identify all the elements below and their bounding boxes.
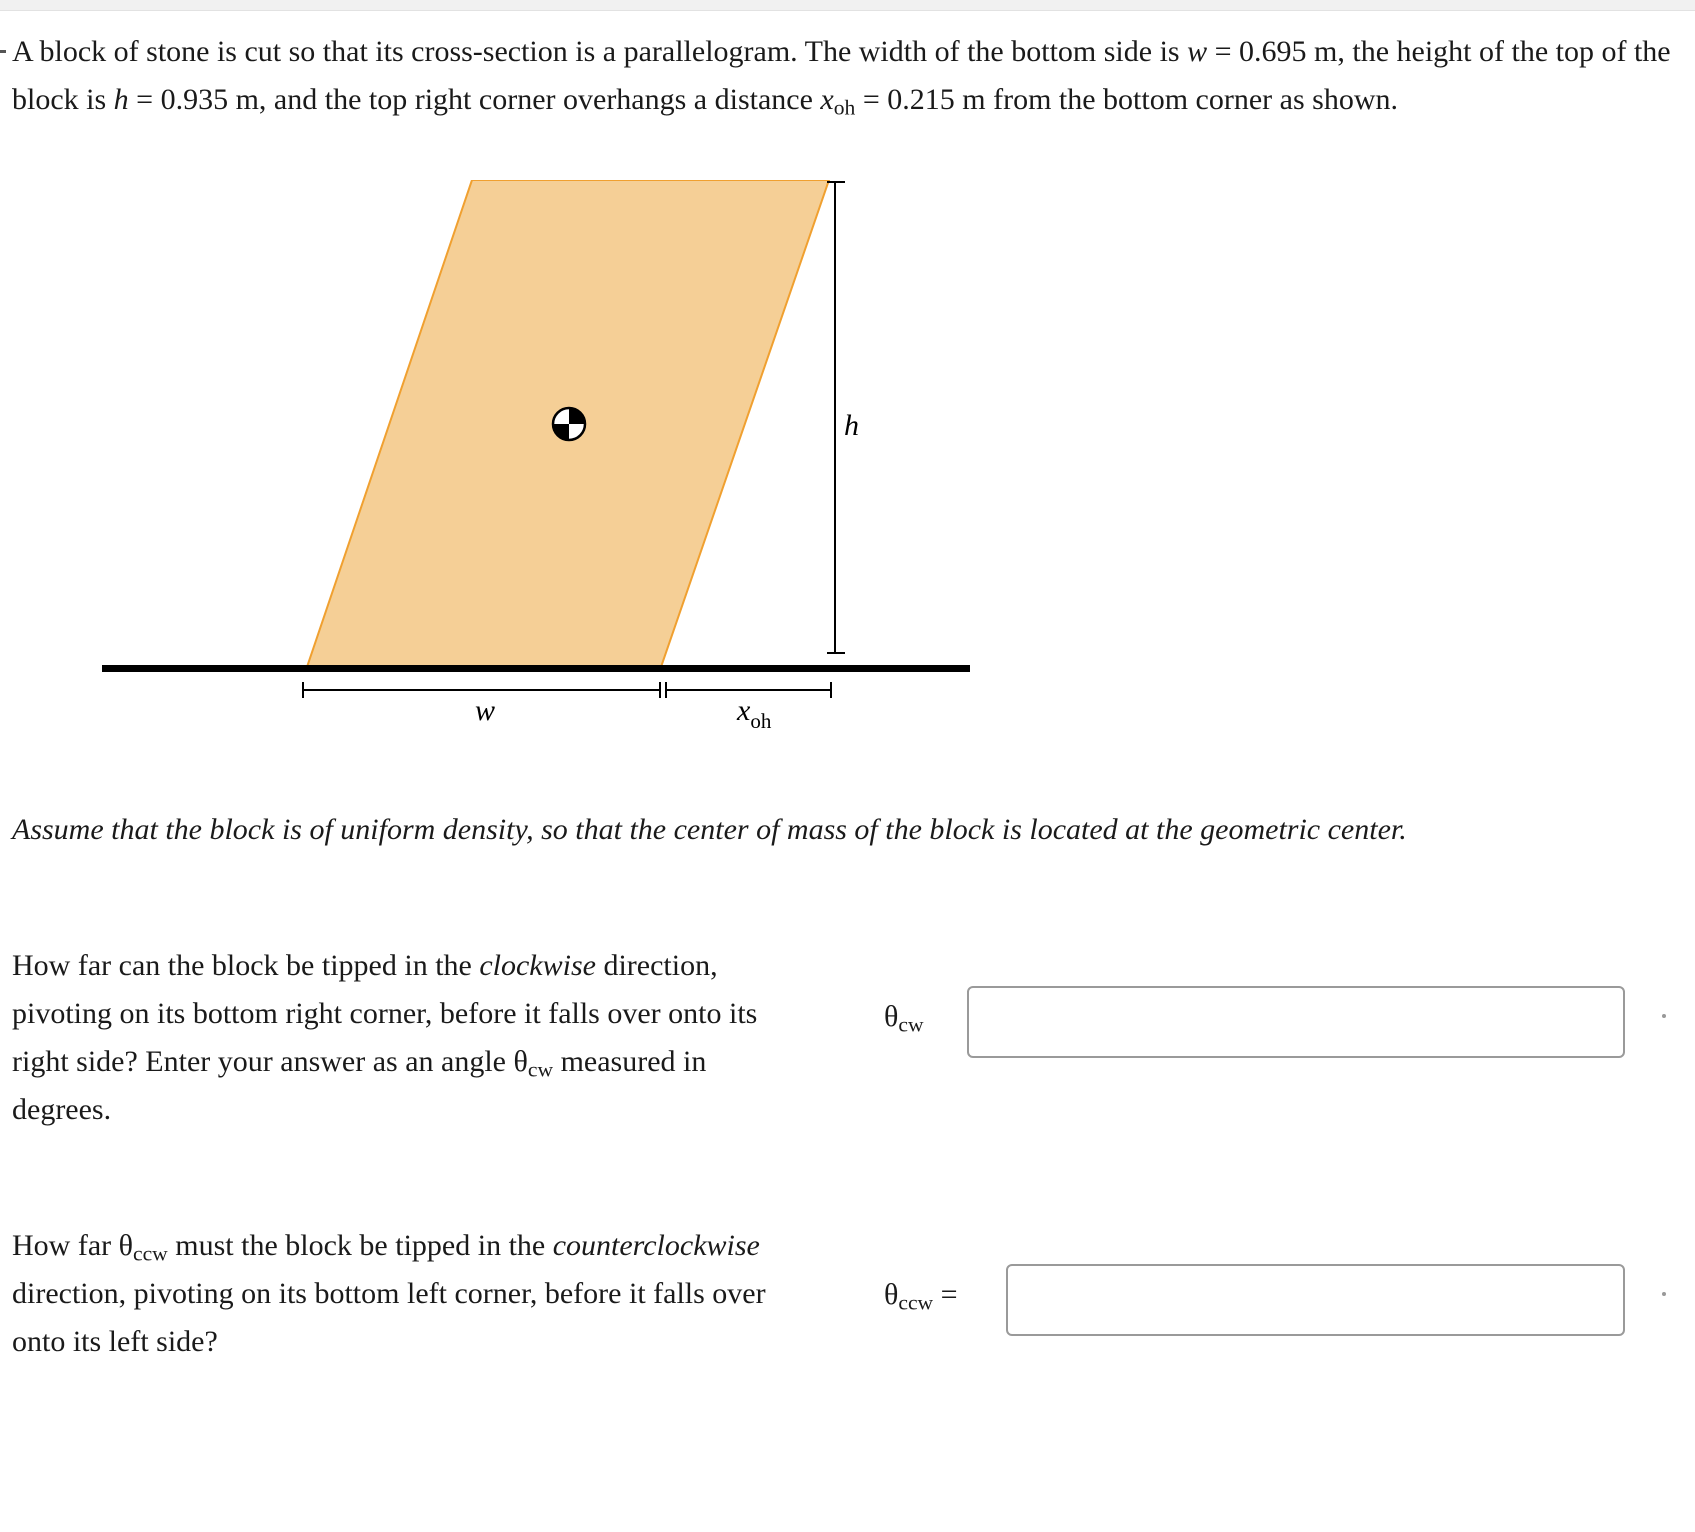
height-dimension [827,182,845,653]
q2-theta-subscript: ccw [133,1241,168,1266]
assumption-note: Assume that the block is of uniform density, so that the center of mass of the block is located at the geometric center. [12,813,1407,846]
q2-text-1: How far [12,1229,119,1262]
q2-theta-symbol: θ [118,1229,134,1262]
theta-cw-input[interactable] [967,986,1625,1058]
answer-label-ccw-symbol: θ [884,1278,899,1311]
label-w: w [475,694,496,727]
question-counterclockwise [12,1222,812,1366]
bullet-marker [0,50,6,53]
x-value: = 0.215 m from the bottom corner as shown. [855,83,1398,116]
label-x-subscript: oh [750,709,772,733]
ground-line [102,665,970,672]
problem-intro [12,28,1677,124]
h-value: = 0.935 m, and the top right corner overhangs a distance [128,83,821,116]
label-h: h [844,409,859,442]
answer-label-cw-subscript: cw [898,1012,924,1037]
q1-text-1: How far can the block be tipped in the [12,949,480,982]
w-symbol: w [1187,35,1208,68]
answer-label-ccw-subscript: ccw [898,1290,934,1315]
q1-text-2: direction, pivoting on its bottom right corner, before it falls over onto its right side? Enter your answer as an angle [12,949,758,1078]
q2-text-2: must the block be tipped in the [167,1229,553,1262]
center-of-mass-icon [553,408,585,440]
answer-label-ccw-equals: = [933,1278,958,1311]
q1-text-3: measured in degrees. [12,1045,707,1126]
answer-label-ccw [884,1278,958,1315]
parallelogram-diagram [100,180,1060,790]
w-value: = 0.695 m, the height of the top of the block is [12,35,1671,116]
h-symbol: h [113,83,129,116]
answer-label-cw [884,1000,924,1037]
status-dot-cw [1662,1014,1666,1018]
q2-emphasis: counterclockwise [552,1229,760,1262]
x-subscript: oh [833,95,856,120]
x-symbol: x [820,83,834,116]
status-dot-ccw [1662,1292,1666,1296]
q1-emphasis: clockwise [479,949,596,982]
label-x-letter: x [737,694,751,727]
q2-text-3: direction, pivoting on its bottom left corner, before it falls over onto its left side? [12,1277,766,1358]
q1-theta-subscript: cw [527,1057,554,1082]
question-clockwise [12,942,812,1134]
top-border [0,0,1695,11]
intro-text-1: A block of stone is cut so that its cross-section is a parallelogram. The width of the bottom side is [12,35,1188,68]
label-x-oh [736,694,772,733]
answer-label-cw-symbol: θ [884,1000,899,1033]
q1-theta-symbol: θ [513,1045,528,1078]
theta-ccw-input[interactable] [1006,1264,1625,1336]
